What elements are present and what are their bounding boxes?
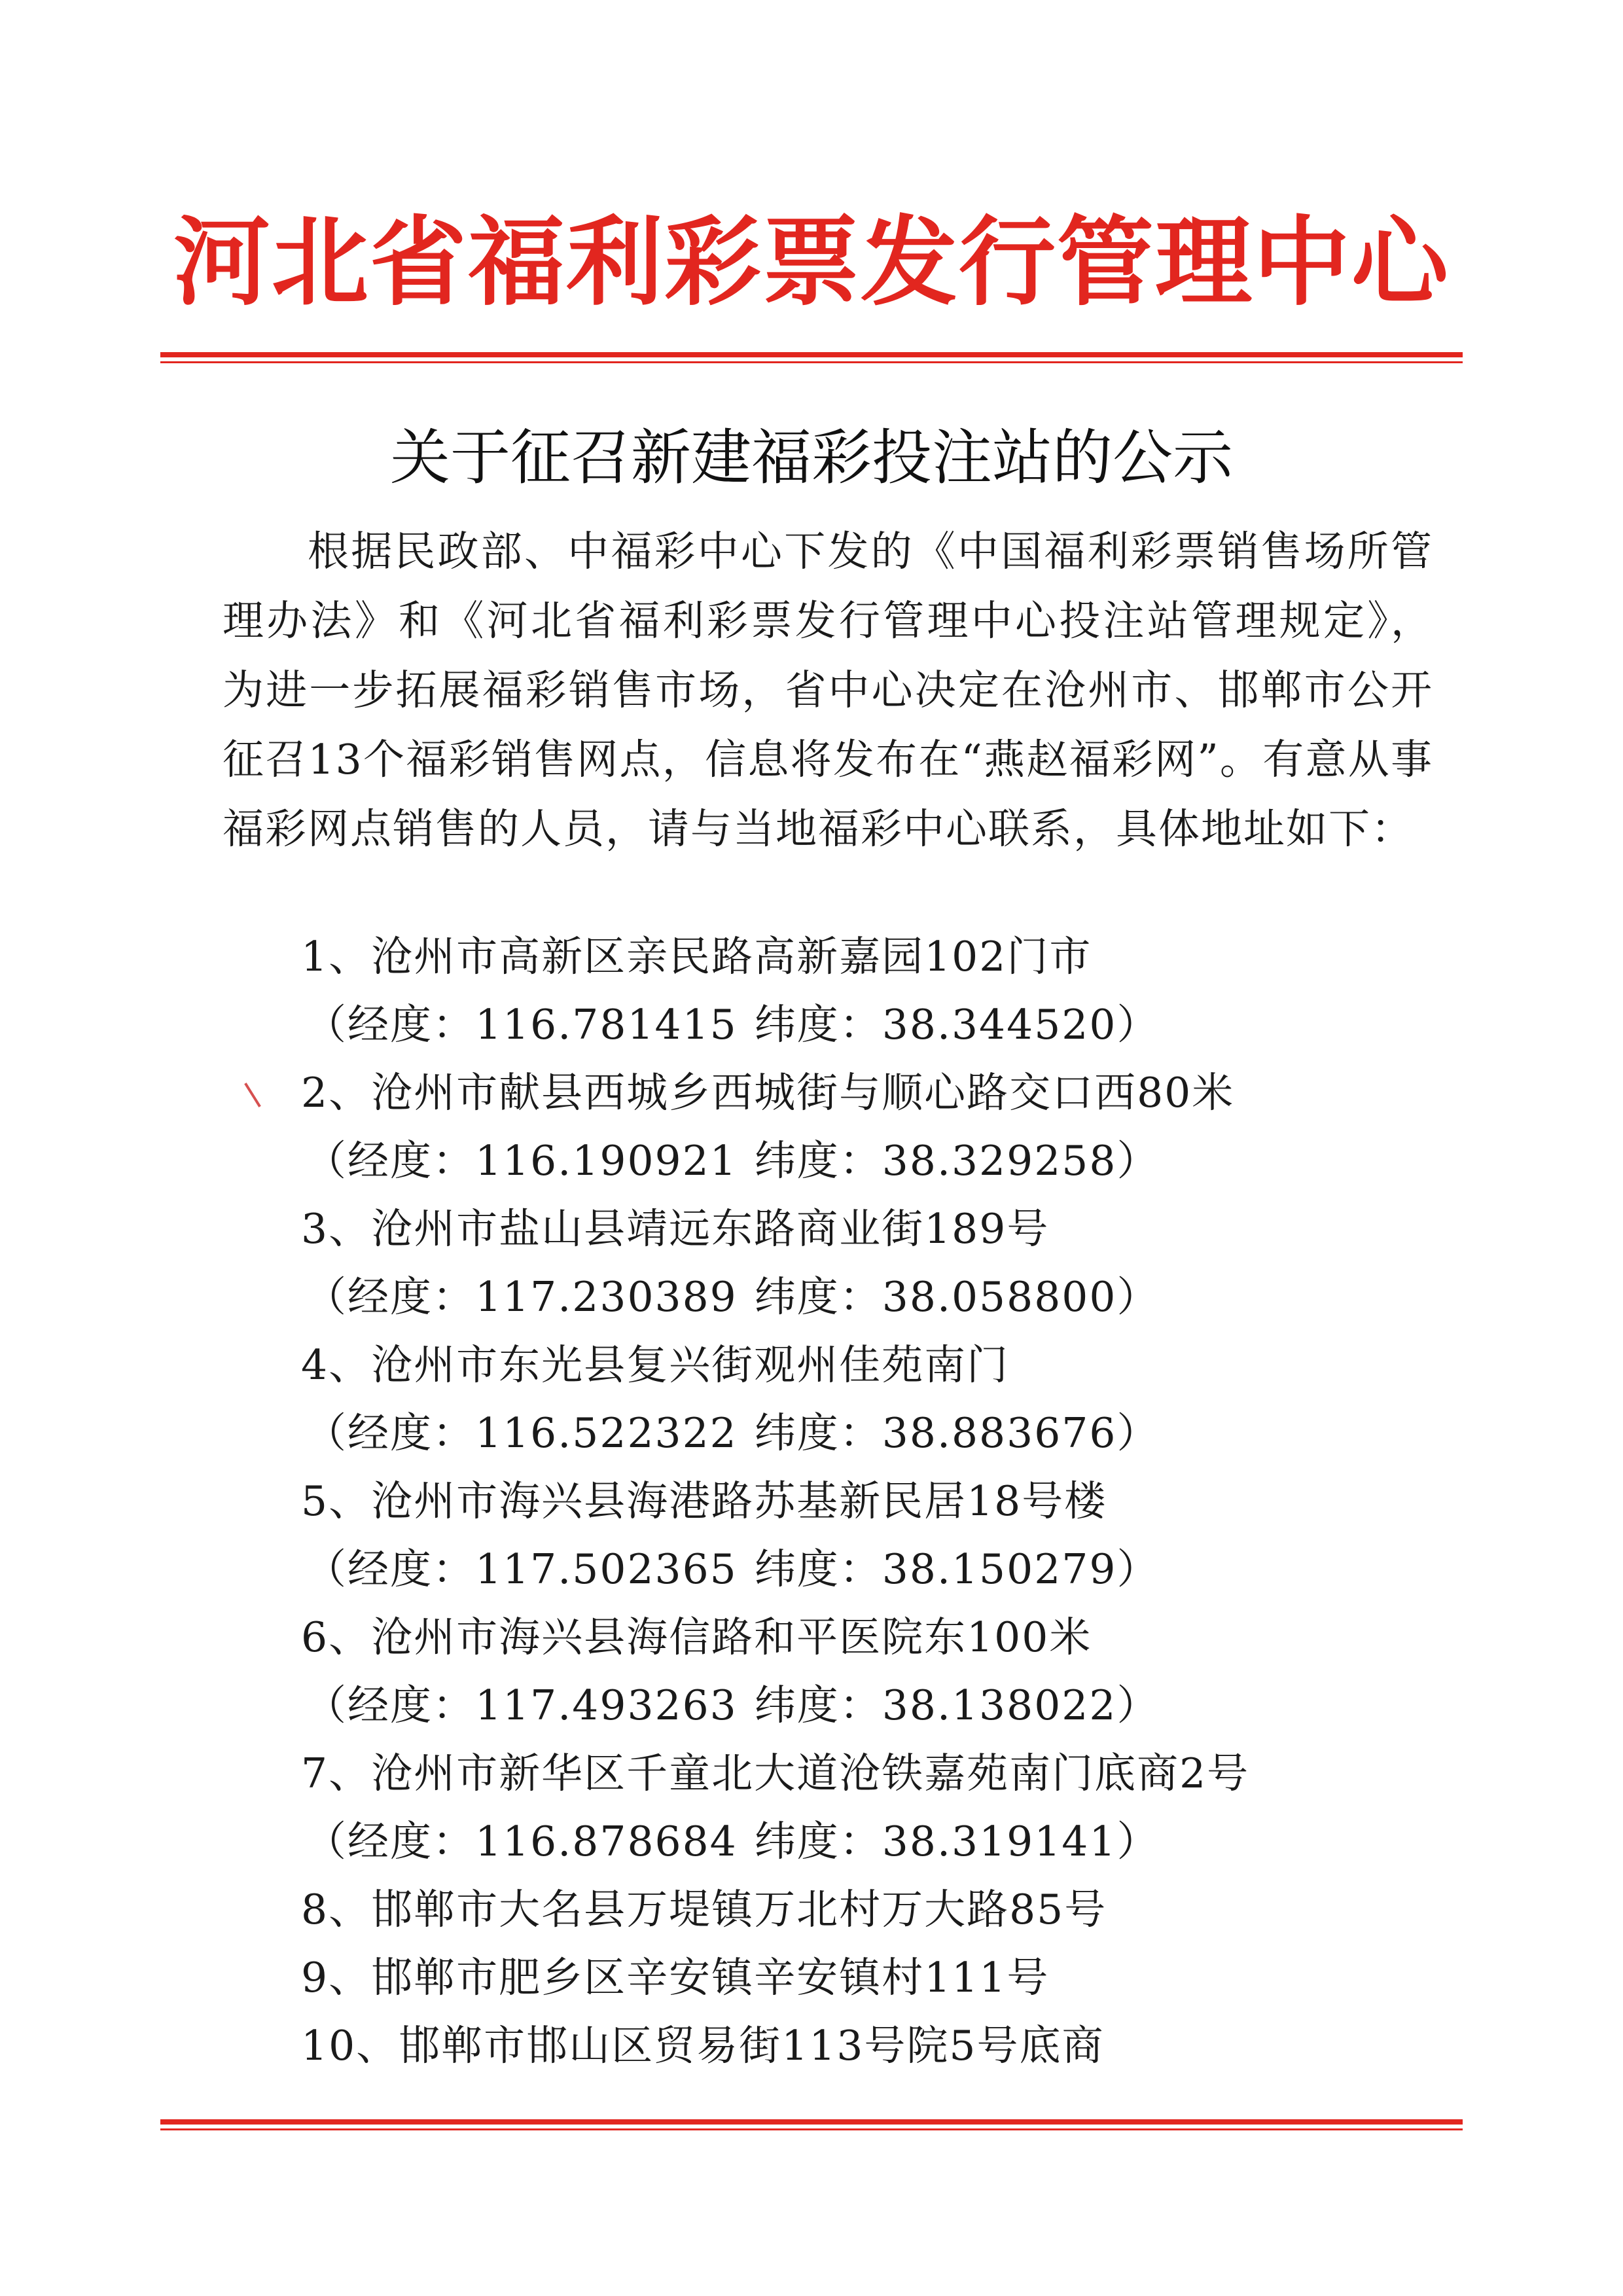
- site-latitude: 纬度：38.329258）: [754, 1137, 1160, 1185]
- site-latitude: 纬度：38.319141）: [754, 1818, 1160, 1865]
- site-coordinates: [301, 1672, 1446, 1740]
- site-latitude: 纬度：38.344520）: [754, 1001, 1160, 1049]
- site-coordinates: [301, 1127, 1446, 1195]
- list-item: [301, 1604, 1446, 1740]
- site-address: 8、邯郸市大名县万堤镇万北村万大路85号: [301, 1886, 1107, 1933]
- site-address: 5、沧州市海兴县海港路苏基新民居18号楼: [301, 1477, 1107, 1525]
- footer-divider: [160, 2119, 1463, 2130]
- site-address: 10、邯郸市邯山区贸易街113号院5号底商: [301, 2022, 1105, 2070]
- site-coordinates: [301, 1535, 1446, 1604]
- stray-pen-mark: [244, 1083, 261, 1107]
- site-coordinates: [301, 1808, 1446, 1876]
- site-longitude: （经度：117.493263: [305, 1681, 738, 1729]
- list-item: [301, 1467, 1446, 1604]
- organization-header: 河北省福利彩票发行管理中心: [173, 205, 1450, 319]
- document-title: 关于征召新建福彩投注站的公示: [389, 423, 1233, 493]
- document-body: [223, 517, 1433, 864]
- intro-paragraph: 根据民政部、中福彩中心下发的《中国福利彩票销售场所管理办法》和《河北省福利彩票发行管理中心投注站管理规定》，为进一步拓展福彩销售市场，省中心决定在沧州市、邯郸市公开征召13个福彩销售网点，信息将发布在“燕赵福彩网”。有意从事福彩网点销售的人员，请与当地福彩中心联系，具体地址如下：: [223, 528, 1433, 853]
- header-divider-thin: [160, 361, 1463, 363]
- list-item: [301, 1944, 1446, 2012]
- site-latitude: 纬度：38.883676）: [754, 1409, 1160, 1457]
- site-address: 6、沧州市海兴县海信路和平医院东100米: [301, 1613, 1092, 1661]
- footer-divider-thick: [160, 2119, 1463, 2125]
- site-latitude: 纬度：38.138022）: [754, 1681, 1160, 1729]
- site-list: [301, 923, 1446, 2080]
- site-latitude: 纬度：38.058800）: [754, 1273, 1160, 1321]
- footer-divider-thin: [160, 2128, 1463, 2130]
- header-divider: [160, 352, 1463, 363]
- site-coordinates: [301, 1399, 1446, 1467]
- site-coordinates: [301, 1263, 1446, 1331]
- site-address: 3、沧州市盐山县靖远东路商业街189号: [301, 1205, 1050, 1253]
- list-item: [301, 1876, 1446, 1944]
- site-longitude: （经度：117.502365: [305, 1545, 738, 1593]
- list-item: [301, 923, 1446, 1059]
- site-longitude: （经度：116.522322: [305, 1409, 738, 1457]
- list-item: [301, 1195, 1446, 1331]
- list-item: [301, 1740, 1446, 1876]
- site-address: 9、邯郸市肥乡区辛安镇辛安镇村111号: [301, 1954, 1050, 2001]
- list-item: [301, 1331, 1446, 1467]
- site-address: 4、沧州市东光县复兴街观州佳苑南门: [301, 1341, 1010, 1389]
- header-divider-thick: [160, 352, 1463, 357]
- list-item: [301, 2012, 1446, 2080]
- site-longitude: （经度：116.878684: [305, 1818, 738, 1865]
- site-longitude: （经度：116.781415: [305, 1001, 738, 1049]
- site-address: 7、沧州市新华区千童北大道沧铁嘉苑南门底商2号: [301, 1749, 1250, 1797]
- list-item: [301, 1059, 1446, 1195]
- site-address: 1、沧州市高新区亲民路高新嘉园102门市: [301, 933, 1092, 980]
- site-coordinates: [301, 991, 1446, 1059]
- site-address: 2、沧州市献县西城乡西城街与顺心路交口西80米: [301, 1069, 1235, 1117]
- site-latitude: 纬度：38.150279）: [754, 1545, 1160, 1593]
- site-longitude: （经度：117.230389: [305, 1273, 738, 1321]
- site-longitude: （经度：116.190921: [305, 1137, 738, 1185]
